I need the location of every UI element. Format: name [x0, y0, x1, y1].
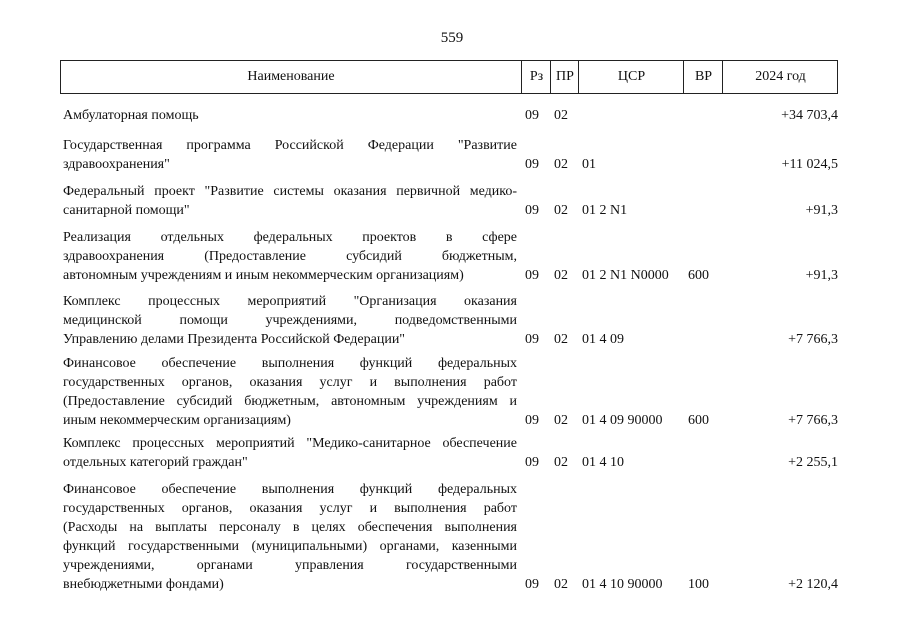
header-rz: Рз — [521, 61, 551, 93]
row-rz: 09 — [525, 203, 539, 218]
row-name-line: Комплекс процессных мероприятий "Медико-санитарное обеспечение — [63, 436, 517, 451]
row-pr: 02 — [554, 203, 568, 218]
header-pr: ПР — [550, 61, 579, 93]
row-name-line: государственных органов, оказания услуг и выполнения работ — [63, 501, 517, 516]
row-name-line: санитарной помощи" — [63, 203, 190, 218]
row-sum: +11 024,5 — [781, 157, 838, 172]
row-sum: +2 120,4 — [788, 577, 838, 592]
row-name-line: медицинской помощи учреждениями, подведомственными — [63, 313, 517, 328]
row-rz: 09 — [525, 577, 539, 592]
row-vr: 100 — [688, 577, 709, 592]
row-pr: 02 — [554, 455, 568, 470]
row-csr: 01 4 09 90000 — [582, 413, 663, 428]
row-name-line: Управлению делами Президента Российской Федерации" — [63, 332, 406, 347]
row-csr: 01 2 N1 N0000 — [582, 268, 669, 283]
row-rz: 09 — [525, 455, 539, 470]
row-csr: 01 4 10 — [582, 455, 624, 470]
row-rz: 09 — [525, 157, 539, 172]
row-csr: 01 2 N1 — [582, 203, 628, 218]
row-name — [63, 182, 517, 220]
header-csr: ЦСР — [578, 61, 684, 93]
header-vr: ВР — [683, 61, 723, 93]
header-name: Наименование — [247, 69, 335, 84]
row-name-line: автономным учреждениям и иным некоммерческим организациям) — [63, 268, 464, 283]
row-name-line: внебюджетными фондами) — [63, 577, 224, 592]
row-pr: 02 — [554, 413, 568, 428]
row-name-line: учреждениями, органами управления государственными — [63, 558, 517, 573]
row-name — [63, 228, 517, 285]
row-rz: 09 — [525, 268, 539, 283]
row-name — [63, 354, 517, 430]
row-sum: +7 766,3 — [788, 413, 838, 428]
row-sum: +7 766,3 — [788, 332, 838, 347]
header-year: 2024 год — [722, 61, 838, 93]
row-name-line: государственных органов, оказания услуг и выполнения работ — [63, 375, 517, 390]
row-pr: 02 — [554, 332, 568, 347]
row-name-line: иным некоммерческим организациям) — [63, 413, 291, 428]
row-name-line: Реализация отдельных федеральных проектов в сфере — [63, 230, 517, 245]
row-name — [63, 136, 517, 174]
row-name-line: Государственная программа Российской Федерации "Развитие — [63, 138, 517, 153]
row-name-line: Финансовое обеспечение выполнения функций федеральных — [63, 356, 517, 371]
row-name-line: здравоохранения (Предоставление субсидий бюджетным, — [63, 249, 517, 264]
row-rz: 09 — [525, 108, 539, 123]
row-rz: 09 — [525, 413, 539, 428]
row-name-line: Финансовое обеспечение выполнения функций федеральных — [63, 482, 517, 497]
row-vr: 600 — [688, 268, 709, 283]
row-name-line: (Расходы на выплаты персоналу в целях обеспечения выполнения — [63, 520, 517, 535]
row-csr: 01 4 10 90000 — [582, 577, 663, 592]
row-pr: 02 — [554, 108, 568, 123]
row-pr: 02 — [554, 268, 568, 283]
row-sum: +2 255,1 — [788, 455, 838, 470]
row-rz: 09 — [525, 332, 539, 347]
row-name-line: функций государственными (муниципальными) органами, казенными — [63, 539, 517, 554]
row-name — [63, 106, 517, 125]
row-csr: 01 4 09 — [582, 332, 624, 347]
row-name-line: Комплекс процессных мероприятий "Организация оказания — [63, 294, 517, 309]
row-name — [63, 480, 517, 594]
row-csr: 01 — [582, 157, 596, 172]
row-vr: 600 — [688, 413, 709, 428]
row-name-line: отдельных категорий граждан" — [63, 455, 248, 470]
row-sum: +91,3 — [805, 268, 838, 283]
row-pr: 02 — [554, 157, 568, 172]
table-header — [60, 60, 838, 94]
row-name-line: (Предоставление субсидий бюджетным, автономным учреждениям и — [63, 394, 517, 409]
page-number: 559 — [440, 30, 464, 46]
row-sum: +34 703,4 — [781, 108, 838, 123]
row-name — [63, 434, 517, 472]
row-name-line: здравоохранения" — [63, 157, 170, 172]
row-name — [63, 292, 517, 349]
row-pr: 02 — [554, 577, 568, 592]
row-name-line: Амбулаторная помощь — [63, 108, 199, 123]
row-name-line: Федеральный проект "Развитие системы оказания первичной медико- — [63, 184, 517, 199]
row-sum: +91,3 — [805, 203, 838, 218]
